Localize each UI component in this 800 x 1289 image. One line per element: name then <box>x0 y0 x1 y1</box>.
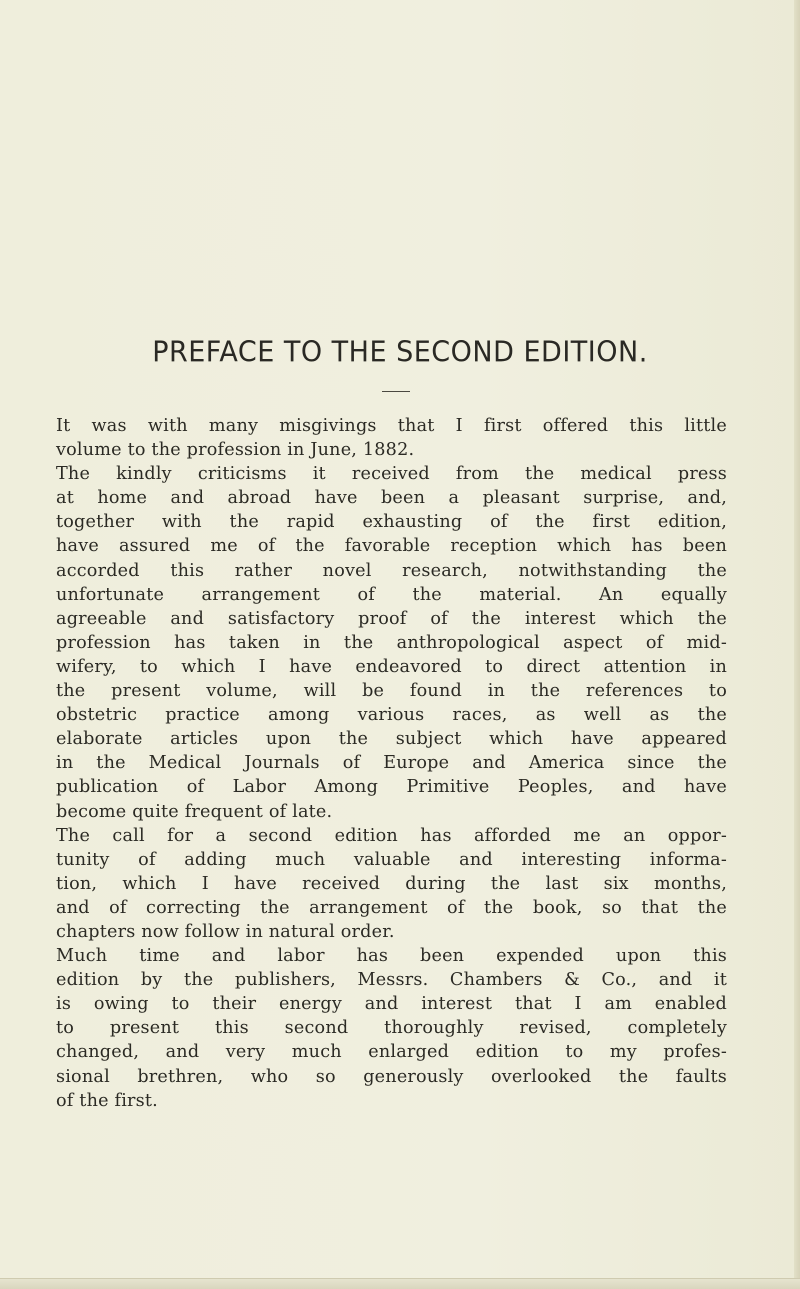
text-line: agreeable and satisfactory proof of the interest which the <box>56 608 727 629</box>
text-line: to present this second thoroughly revised, completely <box>56 1018 727 1039</box>
page-edge-bottom <box>0 1279 800 1289</box>
text-line: tunity of adding much valuable and interesting informa- <box>56 849 727 870</box>
text-line: and of correcting the arrangement of the book, so that the <box>56 897 727 918</box>
text-line: publication of Labor Among Primitive Peoples, and have <box>56 777 727 798</box>
page-edge-right <box>794 0 800 1289</box>
text-line: The call for a second edition has afforded me an oppor- <box>56 825 727 846</box>
text-line: It was with many misgivings that I first offered this little <box>56 416 727 436</box>
text-line: of the first. <box>56 1090 158 1111</box>
text-line: together with the rapid exhausting of the first edition, <box>56 512 727 533</box>
text-line: edition by the publishers, Messrs. Chambers & Co., and it <box>56 970 727 991</box>
text-line: changed, and very much enlarged edition to my profes- <box>56 1042 727 1063</box>
text-line: have assured me of the favorable reception which has been <box>56 536 727 557</box>
text-line: in the Medical Journals of Europe and America since the <box>56 753 727 774</box>
text-line: become quite frequent of late. <box>56 801 333 822</box>
text-line: the present volume, will be found in the references to <box>56 681 727 702</box>
text-line: sional brethren, who so generously overlooked the faults <box>56 1066 727 1087</box>
text-line: wifery, to which I have endeavored to direct attention in <box>56 656 727 677</box>
text-line: chapters now follow in natural order. <box>56 921 395 942</box>
text-line: is owing to their energy and interest that I am enabled <box>56 994 727 1015</box>
text-line: obstetric practice among various races, as well as the <box>56 705 727 726</box>
text-line: at home and abroad have been a pleasant surprise, and, <box>56 488 727 509</box>
text-line: volume to the profession in June, 1882. <box>56 440 415 461</box>
title-rule <box>382 391 410 392</box>
text-line: Much time and labor has been expended upon this <box>56 946 727 967</box>
text-line: profession has taken in the anthropological aspect of mid- <box>56 632 727 653</box>
preface-body <box>56 414 727 1113</box>
text-line: elaborate articles upon the subject which have appeared <box>56 729 727 750</box>
text-line: The kindly criticisms it received from the medical press <box>56 464 727 485</box>
page-title: PREFACE TO THE SECOND EDITION. <box>152 336 648 369</box>
text-line: unfortunate arrangement of the material. An equally <box>56 584 727 605</box>
text-line: accorded this rather novel research, notwithstanding the <box>56 560 727 581</box>
text-line: tion, which I have received during the last six months, <box>56 873 727 894</box>
